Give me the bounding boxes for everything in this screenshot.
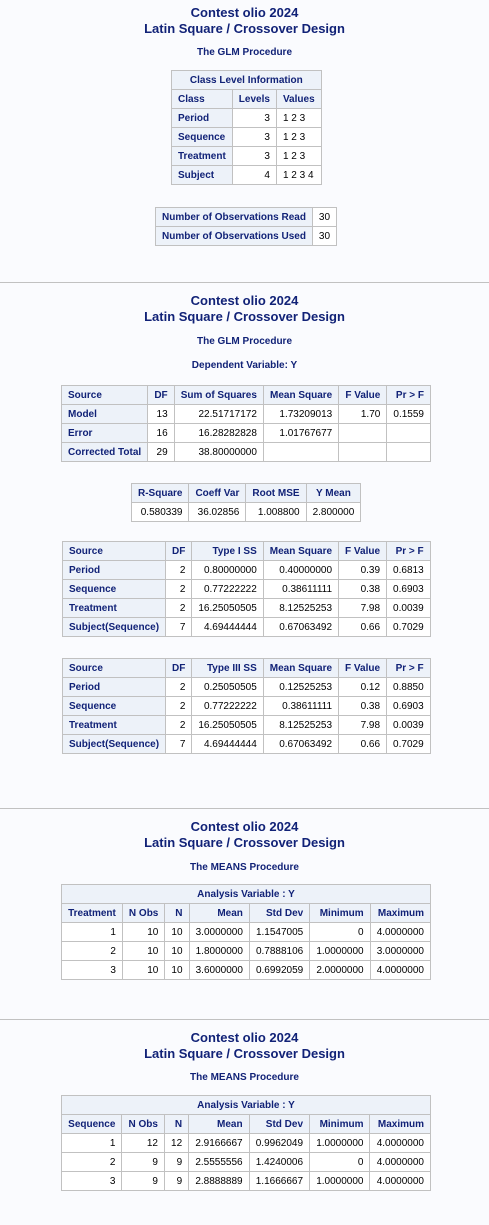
cell [339,424,387,443]
cell: 16.25050505 [192,716,263,735]
cell: 0.1559 [387,405,431,424]
cell: 3 [232,128,276,147]
table-row [62,443,431,462]
cell: 0.0039 [387,716,431,735]
table-row [172,128,322,147]
section-means-sequence [0,1030,489,1062]
cell: 22.51717172 [174,405,263,424]
cell: 2.0000000 [310,961,370,980]
cell: 1.70 [339,405,387,424]
section-class-info [0,5,489,37]
col-header: Values [276,90,321,109]
cell: 0.6813 [387,561,431,580]
cell: 1 2 3 4 [276,166,321,185]
section-glm [0,293,489,325]
report-title: Contest olio 2024 [190,1030,299,1045]
procedure-title: The MEANS Procedure [190,1072,299,1083]
cell: 7.98 [339,716,387,735]
cell: 3 [232,147,276,166]
cell: 2 [62,1153,122,1172]
cell: 10 [122,942,165,961]
procedure-title: The GLM Procedure [196,47,292,58]
table-row [62,961,431,980]
cell: 9 [164,1172,188,1191]
cell [339,443,387,462]
cell: 4.0000000 [370,1153,431,1172]
cell: 0.38 [339,697,387,716]
col-header: Source [63,542,166,561]
cell: 10 [165,942,189,961]
col-header: Minimum [310,904,370,923]
cell: 0.580339 [132,503,189,522]
row-header: Sequence [172,128,233,147]
col-header: Root MSE [246,484,306,503]
cell: 1 2 3 [276,109,321,128]
cell: 10 [165,961,189,980]
cell: 0.12 [339,678,387,697]
table-row [62,1172,431,1191]
cell: 0.77222222 [192,697,263,716]
row-header: Treatment [63,716,166,735]
table-row [172,109,322,128]
cell: 0.66 [339,735,387,754]
cell: 8.12525253 [263,716,338,735]
cell [263,443,338,462]
col-header: Levels [232,90,276,109]
col-header: F Value [339,386,387,405]
cell: 4.0000000 [370,923,430,942]
cell [387,424,431,443]
col-header: Maximum [370,1115,431,1134]
cell: 3.0000000 [189,923,249,942]
cell: 4 [232,166,276,185]
cell: 30 [312,208,336,227]
col-header: Sum of Squares [174,386,263,405]
cell: 12 [164,1134,188,1153]
row-header: Period [63,561,166,580]
table-caption: Class Level Information [172,71,322,90]
means-sequence-table [61,1095,431,1191]
cell: 1.4240006 [249,1153,309,1172]
table-caption: Analysis Variable : Y [62,1096,431,1115]
cell: 0.40000000 [263,561,338,580]
table-row [62,424,431,443]
cell: 29 [148,443,174,462]
cell: 0.38 [339,580,387,599]
cell: 0.66 [339,618,387,637]
col-header: Y Mean [306,484,361,503]
col-header: N [165,904,189,923]
cell: 1.0000000 [310,942,370,961]
cell: 3.0000000 [370,942,430,961]
cell: 1.0000000 [310,1134,370,1153]
row-header: Period [63,678,166,697]
cell: 4.0000000 [370,961,430,980]
col-header: N [164,1115,188,1134]
cell: 2 [166,599,192,618]
section-means-treatment [0,819,489,851]
report-subtitle: Latin Square / Crossover Design [144,835,345,850]
cell: 9 [122,1172,165,1191]
table-row [132,503,361,522]
cell: 1.0000000 [310,1172,370,1191]
table-row [63,599,431,618]
cell: 0.6903 [387,697,431,716]
cell: 2 [166,716,192,735]
cell: 2.9166667 [189,1134,249,1153]
table-row [62,942,431,961]
cell: 30 [312,227,336,246]
cell: 7.98 [339,599,387,618]
cell: 4.69444444 [192,618,263,637]
cell: 1.1547005 [249,923,309,942]
report-title: Contest olio 2024 [190,5,299,20]
col-header: Class [172,90,233,109]
row-header: Number of Observations Used [156,227,313,246]
cell: 0.6903 [387,580,431,599]
fit-statistics-table [131,483,361,522]
cell: 16 [148,424,174,443]
cell: 2 [166,580,192,599]
procedure-title: The GLM Procedure [196,336,292,347]
col-header: Pr > F [387,386,431,405]
cell: 4.0000000 [370,1134,431,1153]
cell: 38.80000000 [174,443,263,462]
cell: 1.1666667 [249,1172,309,1191]
cell: 0.6992059 [249,961,309,980]
table-row [172,166,322,185]
col-header: R-Square [132,484,189,503]
cell: 0.7029 [387,735,431,754]
section-divider [0,282,489,283]
class-level-table [171,70,322,185]
cell: 4.69444444 [192,735,263,754]
table-row [156,227,337,246]
cell: 0 [310,1153,370,1172]
cell: 3.6000000 [189,961,249,980]
col-header: Minimum [310,1115,370,1134]
cell: 13 [148,405,174,424]
cell: 0.12525253 [263,678,338,697]
row-header: Treatment [172,147,233,166]
means-treatment-table [61,884,431,980]
cell: 7 [166,735,192,754]
table-row [63,580,431,599]
col-header: Std Dev [249,904,309,923]
row-header: Model [62,405,148,424]
cell: 0.77222222 [192,580,263,599]
row-header: Sequence [63,580,166,599]
table-row [172,147,322,166]
col-header: Maximum [370,904,430,923]
observations-table [155,207,337,246]
row-header: Error [62,424,148,443]
cell: 8.12525253 [263,599,338,618]
cell: 0.38611111 [263,580,338,599]
cell: 0.9962049 [249,1134,309,1153]
cell: 0.80000000 [192,561,263,580]
col-header: F Value [339,659,387,678]
col-header: Mean Square [263,386,338,405]
cell: 0.67063492 [263,735,338,754]
table-row [63,716,431,735]
cell: 10 [122,923,165,942]
cell: 1 [62,1134,122,1153]
table-row [62,405,431,424]
report-subtitle: Latin Square / Crossover Design [144,1046,345,1061]
table-row [62,923,431,942]
col-header: N Obs [122,1115,165,1134]
table-row [63,678,431,697]
cell: 36.02856 [189,503,246,522]
col-header: Coeff Var [189,484,246,503]
cell: 1 2 3 [276,128,321,147]
table-row [63,735,431,754]
cell: 2 [166,678,192,697]
cell: 1.73209013 [263,405,338,424]
table-row [63,618,431,637]
table-row [156,208,337,227]
cell: 0 [310,923,370,942]
cell: 10 [122,961,165,980]
col-header: Type I SS [192,542,263,561]
col-header: Sequence [62,1115,122,1134]
report-title: Contest olio 2024 [190,819,299,834]
cell: 0.38611111 [263,697,338,716]
col-header: Source [63,659,166,678]
cell: 2 [166,697,192,716]
cell: 0.67063492 [263,618,338,637]
row-header: Subject [172,166,233,185]
report-title: Contest olio 2024 [190,293,299,308]
cell: 0.39 [339,561,387,580]
cell: 3 [62,961,123,980]
cell: 2 [62,942,123,961]
table-row [62,1134,431,1153]
table-row [63,697,431,716]
col-header: Std Dev [249,1115,309,1134]
cell: 1 [62,923,123,942]
procedure-title: The MEANS Procedure [190,862,299,873]
col-header: Mean [189,904,249,923]
cell: 0.25050505 [192,678,263,697]
row-header: Treatment [63,599,166,618]
section-divider [0,1019,489,1020]
cell: 1.008800 [246,503,306,522]
dependent-variable: Dependent Variable: Y [191,360,298,371]
col-header: DF [148,386,174,405]
col-header: F Value [339,542,387,561]
col-header: Pr > F [387,542,431,561]
col-header: Treatment [62,904,123,923]
cell: 1 2 3 [276,147,321,166]
row-header: Sequence [63,697,166,716]
col-header: Mean Square [263,542,338,561]
cell: 9 [122,1153,165,1172]
cell: 0.7029 [387,618,431,637]
row-header: Subject(Sequence) [63,618,166,637]
col-header: Type III SS [192,659,263,678]
cell: 2.800000 [306,503,361,522]
cell: 3 [62,1172,122,1191]
cell: 10 [165,923,189,942]
cell: 2.5555556 [189,1153,249,1172]
section-divider [0,808,489,809]
table-row [63,561,431,580]
cell: 7 [166,618,192,637]
cell: 9 [164,1153,188,1172]
cell: 1.8000000 [189,942,249,961]
row-header: Corrected Total [62,443,148,462]
cell: 3 [232,109,276,128]
cell [387,443,431,462]
col-header: Source [62,386,148,405]
anova-table [61,385,431,462]
cell: 2.8888889 [189,1172,249,1191]
col-header: Mean Square [263,659,338,678]
cell: 4.0000000 [370,1172,431,1191]
report-subtitle: Latin Square / Crossover Design [144,309,345,324]
cell: 16.28282828 [174,424,263,443]
cell: 0.0039 [387,599,431,618]
cell: 16.25050505 [192,599,263,618]
report-subtitle: Latin Square / Crossover Design [144,21,345,36]
col-header: DF [166,659,192,678]
row-header: Number of Observations Read [156,208,313,227]
row-header: Subject(Sequence) [63,735,166,754]
cell: 0.7888106 [249,942,309,961]
cell: 0.8850 [387,678,431,697]
cell: 2 [166,561,192,580]
col-header: Mean [189,1115,249,1134]
table-caption: Analysis Variable : Y [62,885,431,904]
type1-ss-table [62,541,431,637]
col-header: Pr > F [387,659,431,678]
type3-ss-table [62,658,431,754]
table-row [62,1153,431,1172]
cell: 12 [122,1134,165,1153]
col-header: N Obs [122,904,165,923]
cell: 1.01767677 [263,424,338,443]
row-header: Period [172,109,233,128]
col-header: DF [166,542,192,561]
